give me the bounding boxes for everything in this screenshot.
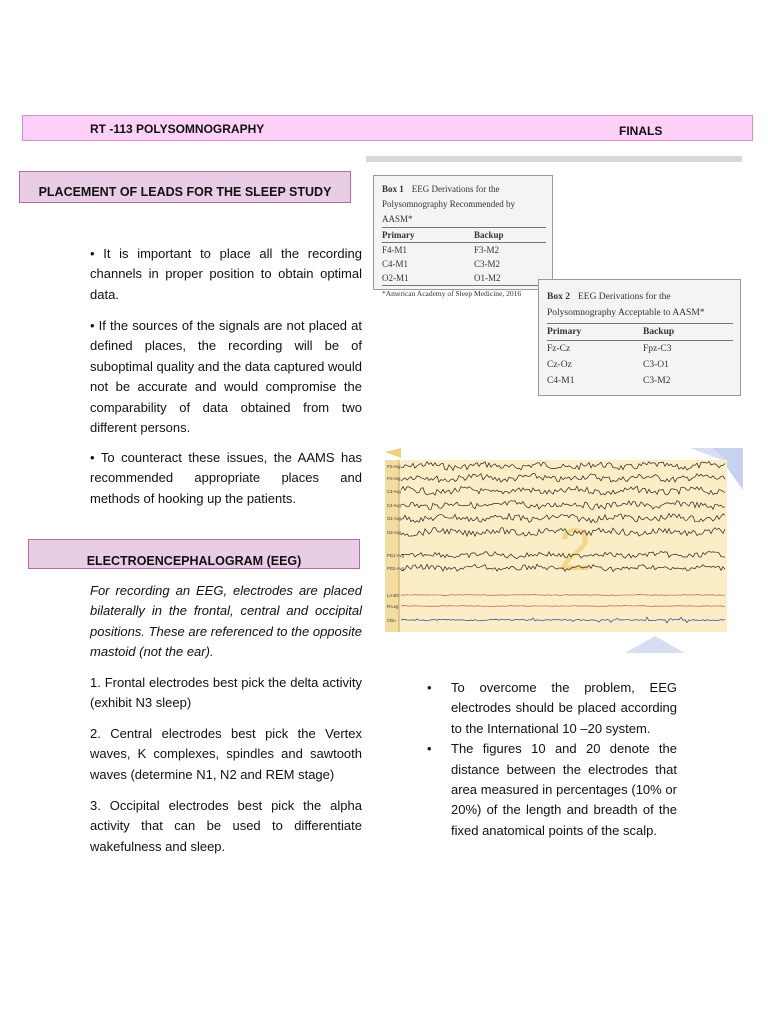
box1-cell: O2-M1 — [382, 271, 474, 286]
eeg-watermark: 2 — [558, 516, 592, 583]
box1-cell: O1-M2 — [474, 271, 546, 286]
box2-title-line1: EEG Derivations for the — [577, 292, 671, 302]
eeg-channel-label: F4-Avg — [387, 476, 401, 481]
box2-label: Box 2 — [547, 292, 570, 302]
table-row — [547, 357, 733, 373]
box1-title-line2: Polysomnography Recommended by AASM* — [382, 199, 515, 224]
eeg-figure — [385, 448, 743, 653]
box1-cell: F3-M2 — [474, 245, 500, 255]
eeg-item-3: 3. Occipital electrodes best pick the alpha activity that can be used to differentiate wakefulness and sleep. — [90, 798, 362, 854]
bullet-dot: • — [427, 741, 432, 757]
paragraph-1: • It is important to place all the recording channels in proper position to obtain optimal data. — [90, 246, 362, 302]
box2-cell: C4-M1 — [547, 376, 575, 386]
paragraph-3: • To counteract these issues, the AAMS has recommended appropriate places and methods of hooking up the patients. — [90, 450, 362, 506]
eeg-channel-label: F3-Avg — [387, 464, 401, 469]
bullet-list — [425, 678, 677, 841]
box2-cell: Fz-Cz — [547, 344, 571, 354]
box2-grid — [547, 323, 733, 389]
box1-label: Box 1 — [382, 184, 404, 194]
box2-cell: Fpz-C3 — [643, 344, 672, 354]
box2-table — [538, 279, 741, 396]
eeg-channel-label: C3-Avg — [387, 489, 401, 494]
box1-col-primary: Primary — [382, 228, 474, 243]
table-row — [382, 243, 546, 258]
section-title-eeg: ELECTROENCEPHALOGRAM (EEG) — [28, 539, 360, 569]
paragraph-2: • If the sources of the signals are not placed at defined places, the recording will be of suboptimal quality and the data captured would not be accurate and would compromise the comparability of data obtained from two different persons. — [90, 318, 362, 436]
eeg-channel-label: PG2-Avg — [387, 566, 404, 571]
section-title-placement: PLACEMENT OF LEADS FOR THE SLEEP STUDY — [19, 171, 351, 203]
box1-col-backup: Backup — [474, 228, 546, 243]
eeg-channel-label: O2-Avg — [387, 530, 402, 535]
bullet-text: The figures 10 and 20 denote the distance between the electrodes that area measured in percentages (10% or 20%) of the length and breadth of the fixed anatomical points of the scalp. — [451, 741, 677, 838]
corner-decoration — [625, 636, 685, 653]
table-row — [382, 271, 546, 286]
course-title: RT -113 POLYSOMNOGRAPHY — [90, 122, 265, 136]
eeg-channel-label: LA-EO — [387, 593, 400, 598]
box1-cell: C3-M2 — [474, 259, 501, 269]
table-row — [382, 257, 546, 271]
box2-col-backup: Backup — [643, 324, 733, 341]
eeg-channel-label: O1-Avg — [387, 516, 402, 521]
eeg-item-1: 1. Frontal electrodes best pick the delta activity (exhibit N3 sleep) — [90, 675, 362, 711]
term-label: FINALS — [619, 124, 663, 138]
eeg-item-2: 2. Central electrodes best pick the Vertex waves, K complexes, spindles and sawtooth waves (determine N1, N2 and REM stage) — [90, 726, 362, 782]
eeg-tracing — [385, 448, 743, 653]
eeg-intro: For recording an EEG, electrodes are placed bilaterally in the frontal, central and occipital positions. These are referenced to the opposite mastoid (not the ear). — [90, 583, 362, 660]
box1-title-line1: EEG Derivations for the — [411, 184, 500, 194]
box2-cell: C3-O1 — [643, 360, 669, 370]
eeg-channel-label: PG1-Avg — [387, 553, 404, 558]
eeg-channel-label: Chin — [387, 618, 396, 623]
box1-grid — [382, 227, 546, 286]
box2-cell: Cz-Oz — [547, 360, 572, 370]
eeg-channel-label: C4-Avg — [387, 503, 401, 508]
bullet-text: To overcome the problem, EEG electrodes should be placed according to the International 10 –20 system. — [451, 680, 677, 736]
box2-title-line2: Polysomnography Acceptable to AASM* — [547, 308, 705, 318]
box1-footnote: *American Academy of Sleep Medicine, 2016 — [382, 289, 522, 298]
eeg-channel-label: R-Leg — [387, 604, 399, 609]
divider — [366, 156, 742, 162]
box1-table — [373, 175, 553, 298]
box2-cell: C3-M2 — [643, 376, 671, 386]
corner-decoration — [385, 448, 401, 458]
list-item — [425, 678, 677, 739]
bullet-dot: • — [427, 680, 432, 695]
list-item — [425, 739, 677, 841]
box1-cell: C4-M1 — [382, 259, 409, 269]
table-row — [547, 373, 733, 389]
header-bar — [22, 115, 753, 141]
table-row — [547, 341, 733, 358]
box1-cell: F4-M1 — [382, 245, 408, 255]
box2-col-primary: Primary — [547, 324, 643, 341]
